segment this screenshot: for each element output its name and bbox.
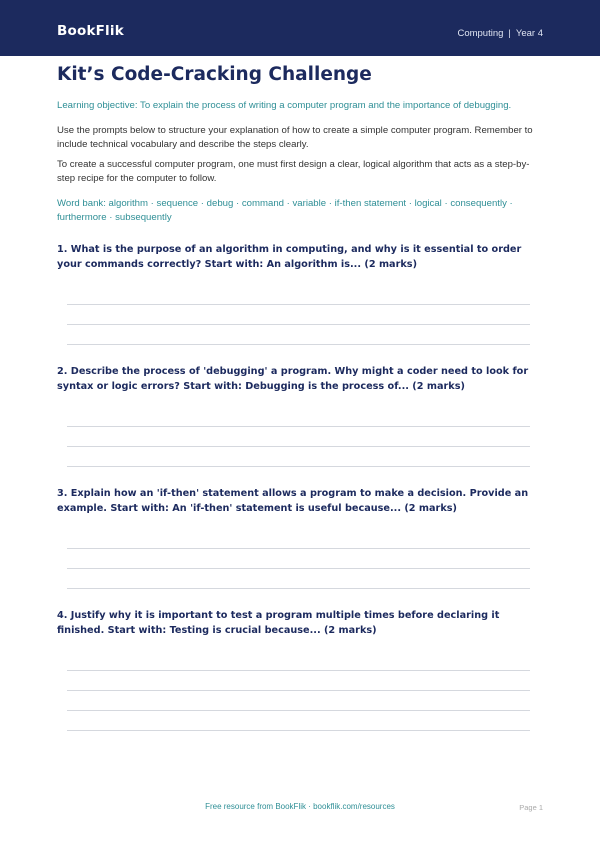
intro-paragraph: Use the prompts below to structure your explanation of how to create a simple computer program. Remember to include technical vocabulary and describe the steps clearly. bbox=[57, 125, 533, 150]
model-sentence: To create a successful computer program, one must first design a clear, logical algorithm that acts as a step-by-step recipe for the computer to follow. bbox=[57, 159, 530, 184]
subject-year bbox=[457, 28, 543, 39]
answer-line[interactable] bbox=[67, 426, 530, 427]
question-4: 4. Justify why it is important to test a program multiple times before declaring it finished. Start with: Testing is crucial because... (2 marks) bbox=[57, 610, 500, 636]
answer-line[interactable] bbox=[67, 304, 530, 305]
page-title: Kit’s Code-Cracking Challenge bbox=[57, 64, 372, 85]
answer-line[interactable] bbox=[67, 588, 530, 589]
footer-text: Free resource from BookFlik · bookflik.com/resources bbox=[205, 802, 395, 811]
answer-line[interactable] bbox=[67, 730, 530, 731]
question-1: 1. What is the purpose of an algorithm in computing, and why is it essential to order your commands correctly? Start with: An algorithm is... (2 marks) bbox=[57, 244, 522, 270]
answer-line[interactable] bbox=[67, 344, 530, 345]
header-bar bbox=[0, 0, 600, 56]
answer-line[interactable] bbox=[67, 466, 530, 467]
brand-logo: BookFlik bbox=[57, 23, 124, 39]
answer-line[interactable] bbox=[67, 324, 530, 325]
header-separator: | bbox=[508, 28, 511, 39]
answer-line[interactable] bbox=[67, 670, 530, 671]
answer-line[interactable] bbox=[67, 446, 530, 447]
question-3: 3. Explain how an 'if-then' statement allows a program to make a decision. Provide an example. Start with: An 'if-then' statement is useful because... (2 marks) bbox=[57, 488, 529, 514]
answer-line[interactable] bbox=[67, 548, 530, 549]
answer-line[interactable] bbox=[67, 690, 530, 691]
answer-line[interactable] bbox=[67, 710, 530, 711]
subject-label: Computing bbox=[457, 28, 504, 39]
year-label: Year 4 bbox=[515, 28, 543, 39]
question-2: 2. Describe the process of 'debugging' a program. Why might a coder need to look for syntax or logic errors? Start with: Debugging is the process of... (2 marks) bbox=[57, 366, 529, 392]
page-number: Page 1 bbox=[519, 803, 543, 812]
answer-line[interactable] bbox=[67, 568, 530, 569]
word-bank: Word bank: algorithm · sequence · debug · command · variable · if-then statement · logical · consequently · furthermore · subsequently bbox=[57, 198, 513, 223]
learning-objective: Learning objective: To explain the process of writing a computer program and the importance of debugging. bbox=[57, 100, 512, 111]
